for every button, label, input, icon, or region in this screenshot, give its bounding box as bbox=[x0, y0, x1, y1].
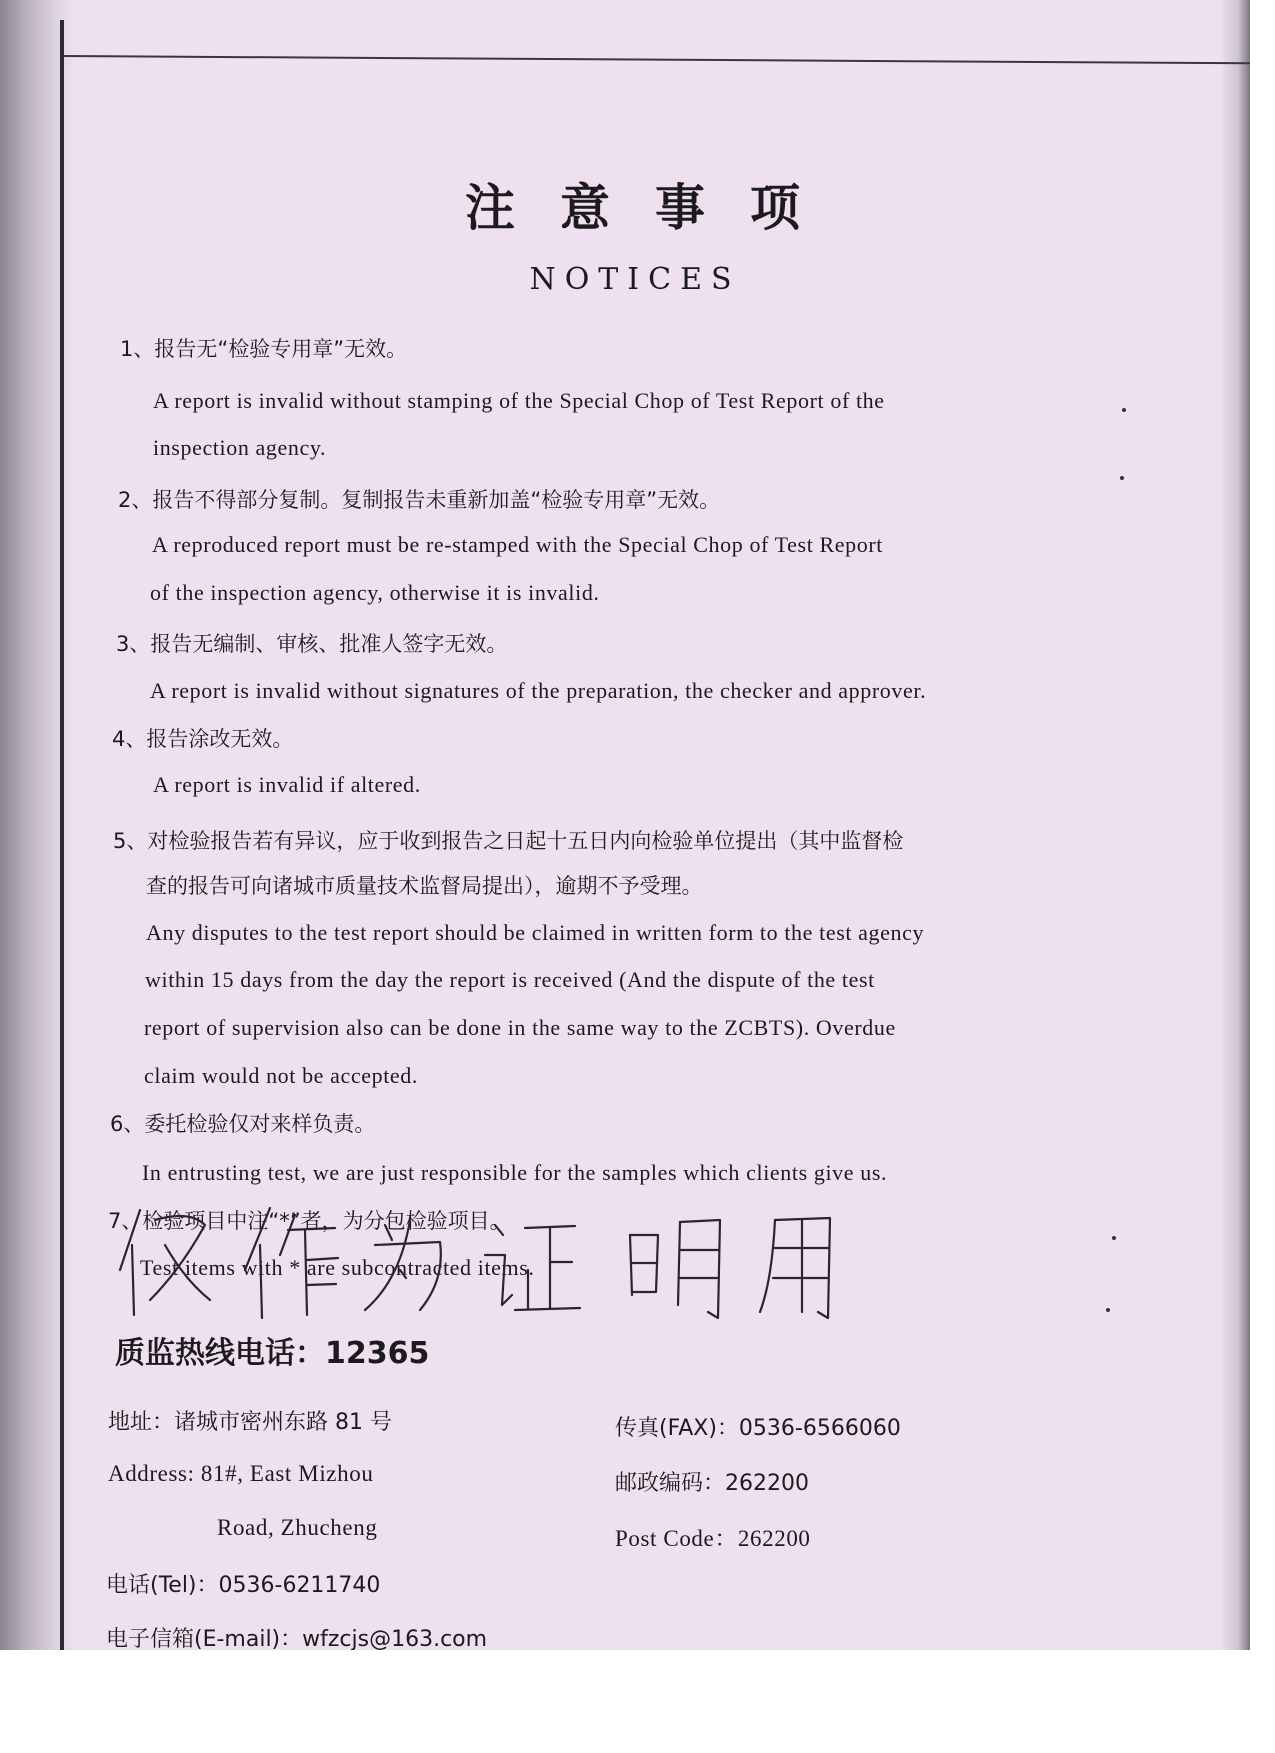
notice-1-cn: 1、报告无“检验专用章”无效。 bbox=[120, 337, 408, 361]
notice-6-cn: 6、委托检验仅对来样负责。 bbox=[110, 1112, 376, 1136]
notice-2-cn: 2、报告不得部分复制。复制报告未重新加盖“检验专用章”无效。 bbox=[118, 488, 721, 512]
notice-4-en-line-1: A report is invalid if altered. bbox=[153, 772, 421, 797]
fax: 传真(FAX)：0536-6566060 bbox=[615, 1416, 901, 1441]
address-en-line-1: Address: 81#, East Mizhou bbox=[108, 1461, 374, 1486]
telephone: 电话(Tel)：0536-6211740 bbox=[106, 1573, 381, 1598]
top-rule-line bbox=[60, 55, 1250, 64]
quality-hotline: 质监热线电话：12365 bbox=[115, 1336, 430, 1371]
scan-speck bbox=[1112, 1236, 1116, 1240]
title-chinese: 注意事项 bbox=[465, 179, 845, 237]
notice-3-cn: 3、报告无编制、审核、批准人签字无效。 bbox=[116, 632, 508, 656]
notice-5-en-line-1: Any disputes to the test report should be claimed in written form to the test agency bbox=[146, 920, 925, 945]
address-en-line-2: Road, Zhucheng bbox=[217, 1515, 378, 1540]
email: 电子信箱(E-mail)：wfzcjs@163.com bbox=[106, 1627, 488, 1650]
address-cn: 地址：诸城市密州东路 81 号 bbox=[108, 1410, 392, 1435]
notice-5-en-line-4: claim would not be accepted. bbox=[144, 1063, 418, 1088]
scan-shadow-right bbox=[1220, 0, 1250, 1650]
notice-1-en-line-1: A report is invalid without stamping of the Special Chop of Test Report of the bbox=[153, 388, 885, 413]
postcode-cn: 邮政编码：262200 bbox=[615, 1471, 809, 1496]
notice-5-en-line-3: report of supervision also can be done in the same way to the ZCBTS). Overdue bbox=[144, 1015, 896, 1040]
title-english: NOTICES bbox=[529, 262, 741, 297]
notice-3-en-line-1: A report is invalid without signatures of the preparation, the checker and approver. bbox=[150, 678, 927, 703]
notice-5-en-line-2: within 15 days from the day the report is received (And the dispute of the test bbox=[145, 967, 875, 992]
notice-4-cn: 4、报告涂改无效。 bbox=[112, 727, 294, 751]
notice-2-en-line-1: A reproduced report must be re-stamped with the Special Chop of Test Report bbox=[152, 532, 883, 557]
notice-7-en-line-1: Test items with * are subcontracted items. bbox=[140, 1255, 535, 1280]
notice-5-cn-line-2: 查的报告可向诸城市质量技术监督局提出），逾期不予受理。 bbox=[146, 874, 703, 898]
scan-speck bbox=[1122, 408, 1126, 412]
scan-speck bbox=[1106, 1308, 1110, 1312]
notice-7-cn: 7、检验项目中注“*”者，为分包检验项目。 bbox=[108, 1209, 511, 1233]
notice-6-en-line-1: In entrusting test, we are just responsible for the samples which clients give us. bbox=[142, 1160, 888, 1185]
handwritten-annotation bbox=[110, 1200, 870, 1320]
notice-2-en-line-2: of the inspection agency, otherwise it is invalid. bbox=[150, 580, 600, 605]
scan-speck bbox=[1120, 476, 1124, 480]
notice-1-en-line-2: inspection agency. bbox=[153, 435, 327, 460]
notice-5-cn-line-1: 5、对检验报告若有异议，应于收到报告之日起十五日内向检验单位提出（其中监督检 bbox=[113, 829, 904, 853]
postcode-en: Post Code：262200 bbox=[615, 1526, 811, 1551]
